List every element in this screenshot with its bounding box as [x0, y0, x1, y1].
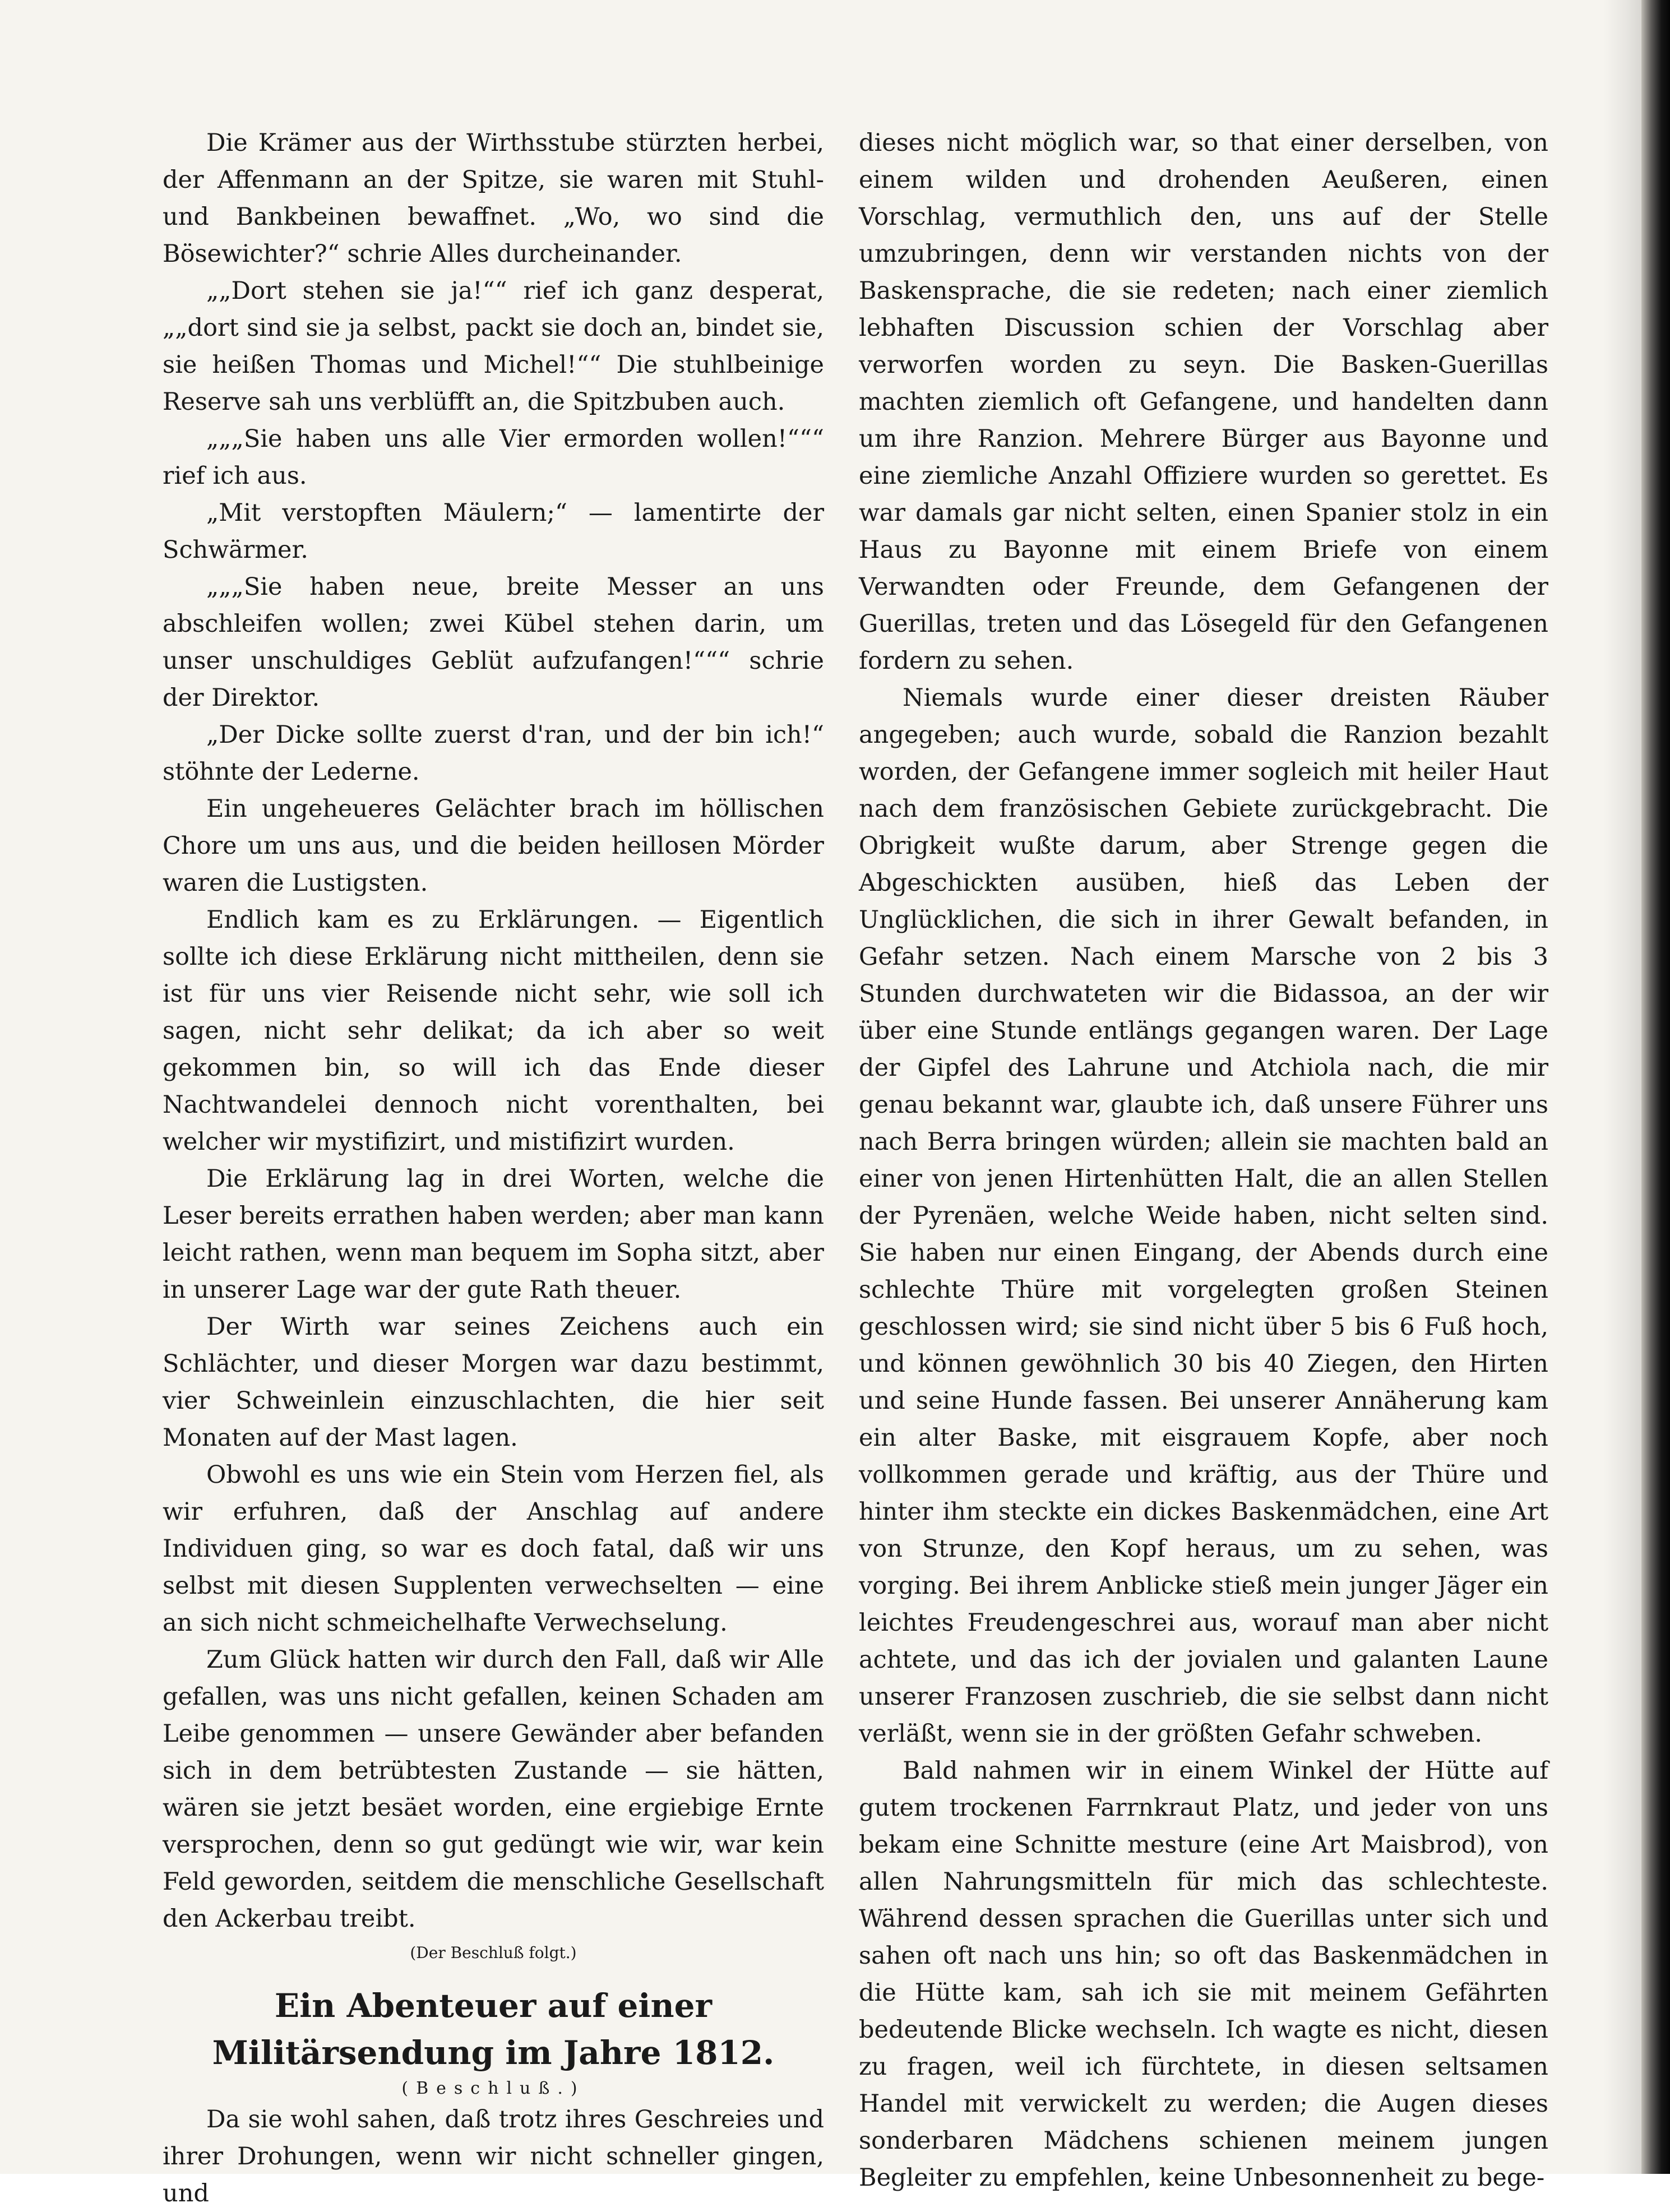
article-title: Ein Abenteuer auf einer Militärsendung im Jahre 1812. [212, 1987, 775, 2072]
paragraph: „„Dort stehen sie ja!““ rief ich ganz desperat, „„dort sind sie ja selbst, packt sie doch an, bindet sie, sie heißen Thomas und Michel!““ Die stuhlbeinige Reserve sah uns verblüfft an, die Spitzbuben auch. [163, 277, 824, 416]
paragraph: Obwohl es uns wie ein Stein vom Herzen fiel, als wir erfuhren, daß der Anschlag auf andere Individuen ging, so war es doch fatal, daß wir uns selbst mit diesen Supplenten verwechselten — eine an sich nicht schmeichelhafte Verwechselung. [163, 1461, 824, 1637]
paragraph: dieses nicht möglich war, so that einer derselben, von einem wilden und drohenden Aeußeren, einen Vorschlag, vermuthlich den, uns auf der Stelle umzubringen, denn wir verstanden nichts von der Baskensprache, die sie redeten; nach einer ziemlich lebhaften Discussion schien der Vorschlag aber verworfen worden zu seyn. Die Basken-Guerillas machten ziemlich oft Gefangene, und handelten dann um ihre Ranzion. Mehrere Bürger aus Bayonne und eine ziemliche Anzahl Offiziere wurden so gerettet. Es war damals gar nicht selten, einen Spanier stolz in ein Haus zu Bayonne mit einem Briefe von einem Verwandten oder Freunde, dem Gefangenen der Guerillas, treten und das Lösegeld für den Gefangenen fordern zu sehen. [859, 129, 1548, 675]
paragraph: Bald nahmen wir in einem Winkel der Hütte auf gutem trockenen Farrnkraut Platz, und jeder von uns bekam eine Schnitte mesture (eine Art Maisbrod), von allen Nahrungsmitteln für mich das schlechteste. Während dessen sprachen die Guerillas unter sich und sahen oft nach uns hin; so oft das Baskenmädchen in die Hütte kam, sah ich sie mit meinem Gefährten bedeutende Blicke wechseln. Ich wagte es nicht, diesen zu fragen, weil ich fürchtete, in diesen seltsamen Handel mit verwickelt zu werden; die Augen dieses sonderbaren Mädchens schienen meinem jungen Begleiter zu empfehlen, keine Unbesonnenheit zu bege- [859, 1757, 1548, 2192]
paragraph: „Mit verstopften Mäulern;“ — lamentirte der Schwärmer. [163, 499, 824, 564]
book-binding-edge [1641, 0, 1670, 2174]
left-column [163, 124, 824, 2212]
paragraph: Die Krämer aus der Wirthsstube stürzten herbei, der Affenmann an der Spitze, sie waren mit Stuhl- und Bankbeinen bewaffnet. „Wo, wo sind die Bösewichter?“ schrie Alles durcheinander. [163, 129, 824, 268]
paragraph: Niemals wurde einer dieser dreisten Räuber angegeben; auch wurde, sobald die Ranzion bezahlt worden, der Gefangene immer sogleich mit heiler Haut nach dem französischen Gebiete zurückgebracht. Die Obrigkeit wußte darum, aber Strenge gegen die Abgeschickten ausüben, hieß das Leben der Unglücklichen, die sich in ihrer Gewalt befanden, in Gefahr setzen. Nach einem Marsche von 2 bis 3 Stunden durchwateten wir die Bidassoa, an der wir über eine Stunde entlängs gegangen waren. Der Lage der Gipfel des Lahrune und Atchiola nach, die mir genau bekannt war, glaubte ich, daß unsere Führer uns nach Berra bringen würden; allein sie machten bald an einer von jenen Hirtenhütten Halt, die an allen Stellen der Pyrenäen, welche Weide haben, nicht selten sind. Sie haben nur einen Eingang, der Abends durch eine schlechte Thüre mit vorgelegten großen Steinen geschlossen wird; sie sind nicht über 5 bis 6 Fuß hoch, und können gewöhnlich 30 bis 40 Ziegen, den Hirten und seine Hunde fassen. Bei unserer Annäherung kam ein alter Baske, mit eisgrauem Kopfe, aber noch vollkommen gerade und kräftig, aus der Thüre und hinter ihm steckte ein dickes Baskenmädchen, eine Art von Strunze, den Kopf heraus, um zu sehen, was vorging. Bei ihrem Anblicke stieß mein junger Jäger ein leichtes Freudengeschrei aus, worauf man aber nicht achtete, und das ich der jovialen und galanten Laune unserer Franzosen zuschrieb, die sie selbst dann nicht verläßt, wenn sie in der größten Gefahr schweben. [859, 684, 1548, 1748]
paragraph: Endlich kam es zu Erklärungen. — Eigentlich sollte ich diese Erklärung nicht mittheilen, denn sie ist für uns vier Reisende nicht sehr, wie soll ich sagen, nicht sehr delikat; da ich aber so weit gekommen bin, so will ich das Ende dieser Nachtwandelei dennoch nicht vorenthalten, bei welcher wir mystifizirt, und mistifizirt wurden. [163, 906, 824, 1156]
paragraph: Da sie wohl sahen, daß trotz ihres Geschreies und ihrer Drohungen, wenn wir nicht schneller gingen, und [163, 2105, 824, 2208]
paragraph: Die Erklärung lag in drei Worten, welche die Leser bereits errathen haben werden; aber man kann leicht rathen, wenn man bequem im Sopha sitzt, aber in unserer Lage war der gute Rath theuer. [163, 1165, 824, 1304]
paragraph: „„„Sie haben uns alle Vier ermorden wollen!“““ rief ich aus. [163, 425, 824, 490]
paragraph: Zum Glück hatten wir durch den Fall, daß wir Alle gefallen, was uns nicht gefallen, keinen Schaden am Leibe genommen — unsere Gewänder aber befanden sich in dem betrübtesten Zustande — sie hätten, wären sie jetzt besäet worden, eine ergiebige Ernte versprochen, denn so gut gedüngt wie wir, war kein Feld geworden, seitdem die menschliche Gesellschaft den Ackerbau treibt. [163, 1646, 824, 1933]
continued-note: (Der Beschluß folgt.) [410, 1943, 577, 1962]
paragraph: Ein ungeheueres Gelächter brach im höllischen Chore um uns aus, und die beiden heillosen Mörder waren die Lustigsten. [163, 795, 824, 897]
article-subtitle: (Beschluß.) [401, 2079, 585, 2098]
right-column [859, 124, 1548, 2196]
paragraph: Der Wirth war seines Zeichens auch ein Schlächter, und dieser Morgen war dazu bestimmt, vier Schweinlein einzuschlachten, die hier seit Monaten auf der Mast lagen. [163, 1313, 824, 1452]
paragraph: „„„Sie haben neue, breite Messer an uns abschleifen wollen; zwei Kübel stehen darin, um unser unschuldiges Geblüt aufzufangen!“““ schrie der Direktor. [163, 573, 824, 712]
page-edge-shadow [1603, 0, 1641, 2174]
paragraph: „Der Dicke sollte zuerst d'ran, und der bin ich!“ stöhnte der Lederne. [163, 721, 824, 786]
